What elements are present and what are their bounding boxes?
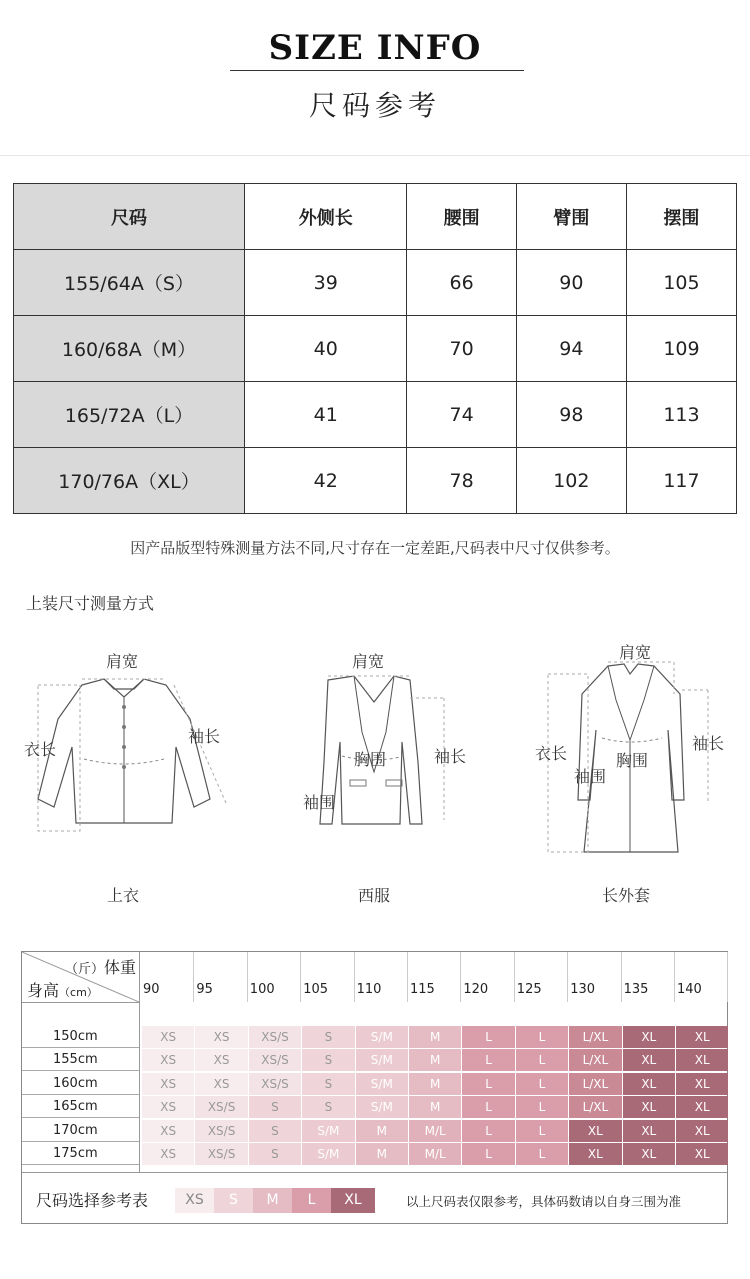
size-table-cell: 66 [407, 250, 516, 316]
blazer-chest-label: 胸围 [354, 750, 387, 769]
coat-sleeve-label: 袖长 [692, 734, 725, 753]
row-label-divider [139, 952, 140, 1172]
weight-label: 体重 [104, 958, 137, 977]
size-cell: M [409, 1026, 461, 1048]
size-cell: XS/S [249, 1073, 301, 1095]
size-cell: M [356, 1120, 408, 1142]
blazer-sleeve-label: 袖长 [434, 747, 467, 766]
coat-cuff-label: 袖围 [574, 767, 607, 786]
weight-column-label: 95 [196, 982, 213, 997]
size-table [13, 183, 737, 514]
weight-header [65, 955, 136, 978]
size-cell: L/XL [569, 1026, 621, 1048]
weight-column-label: 105 [303, 982, 329, 997]
size-table-cell: 90 [516, 250, 626, 316]
coat-caption: 长外套 [602, 886, 651, 905]
weight-column-divider [460, 952, 461, 1002]
size-table-cell: 155/64A（S） [14, 250, 245, 316]
size-cell: XL [623, 1120, 675, 1142]
size-table-cell: 160/68A（M） [14, 316, 245, 382]
size-cell: M/L [409, 1143, 461, 1165]
size-note: 因产品版型特殊测量方法不同,尺寸存在一定差距,尺码表中尺寸仅供参考。 [130, 539, 620, 557]
weight-column-label: 100 [249, 982, 275, 997]
weight-column-label: 115 [410, 982, 435, 997]
weight-column-label: 135 [623, 982, 649, 997]
size-table-header-cell: 臂围 [516, 184, 626, 250]
size-table-cell: 105 [626, 250, 736, 316]
shirt-shoulder-label: 肩宽 [106, 652, 139, 671]
size-cell: XS [195, 1049, 247, 1071]
blazer-cuff-label: 袖围 [303, 793, 336, 812]
size-table-header-cell: 摆围 [626, 184, 736, 250]
size-cell: XL [676, 1096, 728, 1118]
height-row-label: 155cm [22, 1048, 139, 1071]
size-cell: XS [142, 1026, 194, 1048]
size-cell: L [462, 1026, 514, 1048]
size-table-cell: 78 [407, 448, 516, 514]
size-cell: S [302, 1049, 354, 1071]
weight-column-divider [300, 952, 301, 1002]
height-unit: （cm） [59, 986, 98, 999]
size-cell: L [462, 1049, 514, 1071]
weight-column-divider [567, 952, 568, 1002]
weight-column-label: 120 [463, 982, 489, 997]
size-cell: S/M [356, 1049, 408, 1071]
weight-column-label: 90 [143, 982, 160, 997]
height-row-label: 160cm [22, 1072, 139, 1095]
weight-column-divider [247, 952, 248, 1002]
legend-swatch: XS [175, 1188, 214, 1213]
size-cell: S/M [302, 1143, 354, 1165]
size-table-header-cell: 外侧长 [245, 184, 407, 250]
legend-swatch: M [253, 1188, 292, 1213]
size-table-cell: 170/76A（XL） [14, 448, 245, 514]
shirt-length-label: 衣长 [24, 740, 57, 759]
size-cell: M [356, 1143, 408, 1165]
title-divider [230, 70, 524, 71]
coat-shoulder-label: 肩宽 [619, 643, 652, 662]
shirt-illustration [34, 675, 234, 835]
header-underline [22, 1002, 139, 1003]
size-cell: L [516, 1049, 568, 1071]
size-cell: XS [142, 1096, 194, 1118]
size-table-cell: 94 [516, 316, 626, 382]
size-cell: L/XL [569, 1096, 621, 1118]
size-cell: S [249, 1143, 301, 1165]
size-cell: L [462, 1120, 514, 1142]
weight-column-divider [193, 952, 194, 1002]
weight-unit: （斤） [65, 962, 105, 977]
size-cell: XL [623, 1096, 675, 1118]
size-cell: XL [676, 1073, 728, 1095]
size-cell: S/M [356, 1073, 408, 1095]
size-cell: L/XL [569, 1049, 621, 1071]
size-cell: L/XL [569, 1073, 621, 1095]
legend-divider [22, 1172, 727, 1173]
legend-swatch: XL [331, 1188, 375, 1213]
size-table-cell: 102 [516, 448, 626, 514]
size-cell: L [462, 1143, 514, 1165]
size-cell: S [302, 1073, 354, 1095]
size-cell: XS/S [249, 1026, 301, 1048]
weight-column-label: 140 [677, 982, 702, 997]
weight-column-divider [514, 952, 515, 1002]
size-cell: S/M [356, 1026, 408, 1048]
weight-column-label: 130 [570, 982, 596, 997]
coat-chest-label: 胸围 [616, 751, 649, 770]
size-cell: XL [569, 1143, 621, 1165]
size-table-header-cell: 尺码 [14, 184, 245, 250]
size-cell: XL [676, 1120, 728, 1142]
size-cell: M/L [409, 1120, 461, 1142]
size-selection-chart [21, 951, 728, 1224]
legend-label: 尺码选择参考表 [36, 1191, 149, 1210]
size-table-cell: 113 [626, 382, 736, 448]
weight-column-label: 110 [356, 982, 382, 997]
size-cell: XL [676, 1143, 728, 1165]
size-cell: S [302, 1026, 354, 1048]
size-table-cell: 74 [407, 382, 516, 448]
height-row-label: 170cm [22, 1119, 139, 1142]
size-cell: XS [142, 1049, 194, 1071]
section-separator [0, 155, 750, 156]
size-cell: XL [569, 1120, 621, 1142]
size-cell: XS [142, 1120, 194, 1142]
size-cell: XL [623, 1026, 675, 1048]
legend-swatch: S [214, 1188, 253, 1213]
size-cell: M [409, 1049, 461, 1071]
size-cell: XL [623, 1049, 675, 1071]
size-table-cell: 39 [245, 250, 407, 316]
size-cell: M [409, 1096, 461, 1118]
size-cell: L [516, 1096, 568, 1118]
size-table-row [14, 448, 737, 514]
title-en: SIZE INFO [268, 28, 482, 68]
weight-column-divider [354, 952, 355, 1002]
size-cell: L [516, 1073, 568, 1095]
size-table-cell: 41 [245, 382, 407, 448]
size-table-cell: 165/72A（L） [14, 382, 245, 448]
size-cell: XL [676, 1026, 728, 1048]
size-cell: L [516, 1143, 568, 1165]
size-cell: S [302, 1096, 354, 1118]
size-cell: S/M [356, 1096, 408, 1118]
blazer-caption: 西服 [358, 886, 391, 905]
size-cell: XS [195, 1026, 247, 1048]
size-cell: S [249, 1096, 301, 1118]
legend-note: 以上尺码表仅限参考，具体码数请以自身三围为准 [406, 1194, 682, 1209]
height-label: 身高 [27, 981, 60, 1000]
size-cell: XS/S [249, 1049, 301, 1071]
size-cell: XS [142, 1073, 194, 1095]
size-cell: XS [195, 1073, 247, 1095]
height-row-label: 175cm [22, 1142, 139, 1165]
height-header [27, 978, 98, 1001]
size-cell: S [249, 1120, 301, 1142]
weight-column-divider [727, 952, 728, 1002]
size-table-cell: 42 [245, 448, 407, 514]
weight-column-divider [674, 952, 675, 1002]
size-cell: L [462, 1096, 514, 1118]
weight-column-divider [407, 952, 408, 1002]
size-table-cell: 40 [245, 316, 407, 382]
size-cell: S/M [302, 1120, 354, 1142]
blazer-shoulder-label: 肩宽 [352, 652, 385, 671]
size-table-row [14, 316, 737, 382]
height-row-label: 150cm [22, 1025, 139, 1048]
size-cell: L [516, 1120, 568, 1142]
size-table-cell: 117 [626, 448, 736, 514]
size-table-cell: 70 [407, 316, 516, 382]
legend-swatch: L [292, 1188, 331, 1213]
size-cell: L [462, 1073, 514, 1095]
size-cell: XS/S [195, 1120, 247, 1142]
size-table-row [14, 382, 737, 448]
size-cell: L [516, 1026, 568, 1048]
size-cell: XL [623, 1073, 675, 1095]
size-table-row [14, 250, 737, 316]
weight-column-label: 125 [516, 982, 542, 997]
size-cell: XL [623, 1143, 675, 1165]
weight-column-divider [621, 952, 622, 1002]
section-title: 上装尺寸测量方式 [26, 594, 155, 613]
coat-length-label: 衣长 [535, 744, 568, 763]
size-table-header-cell: 腰围 [407, 184, 516, 250]
size-cell: XS [142, 1143, 194, 1165]
height-row-label: 165cm [22, 1095, 139, 1118]
size-cell: XL [676, 1049, 728, 1071]
size-table-cell: 98 [516, 382, 626, 448]
size-cell: XS/S [195, 1143, 247, 1165]
shirt-caption: 上衣 [107, 886, 140, 905]
size-table-header [14, 184, 737, 250]
size-cell: XS/S [195, 1096, 247, 1118]
size-table-cell: 109 [626, 316, 736, 382]
title-cn: 尺码参考 [308, 89, 441, 122]
size-cell: M [409, 1073, 461, 1095]
shirt-sleeve-label: 袖长 [188, 727, 221, 746]
